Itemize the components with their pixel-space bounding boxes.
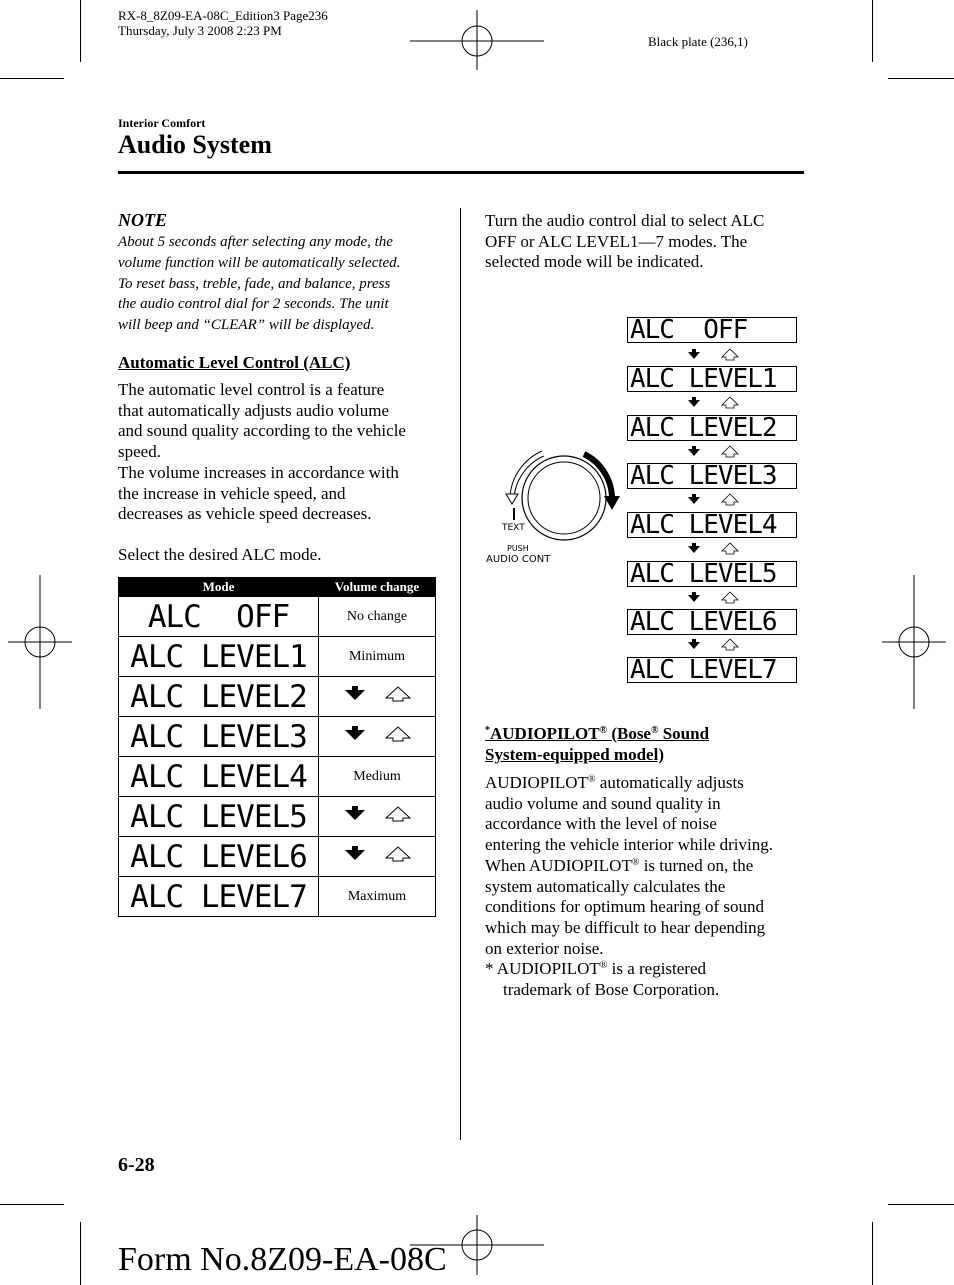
registered-mark: ® — [650, 725, 659, 736]
alc-line: that automatically adjusts audio volume — [118, 400, 389, 420]
dial-audio-cont-label: AUDIO CONT — [486, 554, 551, 565]
table-row — [119, 877, 436, 917]
crop-mark — [80, 1222, 81, 1285]
lcd-text: ALC LEVEL5 — [130, 798, 307, 835]
page-title: Audio System — [118, 130, 272, 159]
lcd-display: ALC LEVEL7 — [627, 657, 797, 683]
volume-cell — [319, 837, 436, 877]
page-number: 6-28 — [118, 1154, 155, 1176]
asterisk: * — [485, 725, 490, 736]
filled-down-arrow-icon — [343, 806, 367, 822]
ap-line — [485, 773, 815, 794]
volume-cell: No change — [319, 597, 436, 637]
intro-line: selected mode will be indicated. — [485, 252, 704, 272]
mode-cell — [119, 877, 319, 917]
lcd-display: ALC LEVEL2 — [627, 415, 797, 441]
lcd-text: ALC LEVEL7 — [130, 878, 307, 915]
filled-down-arrow-icon — [343, 726, 367, 742]
lcd-display: ALC LEVEL1 — [627, 366, 797, 392]
ap-text: is turned on, the — [639, 855, 754, 875]
crop-mark — [0, 1204, 64, 1205]
mode-cell — [119, 597, 319, 637]
lcd-text: ALC LEVEL1 — [130, 638, 307, 675]
title-rule — [118, 171, 804, 174]
lcd-text: ALC LEVEL4 — [130, 758, 307, 795]
table-row — [119, 597, 436, 637]
lcd-text: ALC LEVEL6 — [130, 838, 307, 875]
alc-heading: Automatic Level Control (ALC) — [118, 353, 351, 372]
alc-line: The automatic level control is a feature — [118, 380, 385, 399]
crop-mark — [0, 78, 64, 79]
alc-line: decreases as vehicle speed decreases. — [118, 504, 372, 524]
arrow-pair — [343, 686, 411, 702]
alc-line: and sound quality according to the vehicle — [118, 421, 406, 441]
ap-text: When AUDIOPILOT — [485, 855, 632, 875]
mode-cell — [119, 717, 319, 757]
lcd-display: ALC OFF — [627, 317, 797, 343]
audiopilot-heading — [485, 723, 805, 765]
table-row — [119, 637, 436, 677]
registered-mark: ® — [599, 725, 608, 736]
outline-up-arrow-icon — [385, 846, 411, 862]
crop-mark — [888, 1204, 954, 1205]
lcd-text: ALC LEVEL3 — [130, 718, 307, 755]
sequence-arrows-icon — [684, 348, 744, 362]
lcd-text: ALC LEVEL2 — [130, 678, 307, 715]
volume-cell — [319, 717, 436, 757]
note-line: volume function will be automatically selected. — [118, 254, 401, 271]
ap-text: automatically adjusts — [595, 773, 744, 792]
audio-control-dial-illustration — [484, 448, 624, 568]
ap-line — [485, 856, 815, 877]
mode-cell — [119, 837, 319, 877]
sequence-arrows-icon — [684, 591, 744, 605]
print-header-file: RX-8_8Z09-EA-08C_Edition3 Page236 — [118, 8, 328, 23]
table-row — [119, 717, 436, 757]
footnote-line: trademark of Bose Corporation. — [503, 980, 720, 1000]
note-line: To reset bass, treble, fade, and balance, press — [118, 275, 391, 292]
ap-line: conditions for optimum hearing of sound — [485, 897, 765, 917]
alc-line: The volume increases in accordance with — [118, 462, 399, 482]
filled-down-arrow-icon — [343, 686, 367, 702]
alc-line: speed. — [118, 442, 161, 462]
col-header-mode: Mode — [119, 578, 319, 597]
registered-mark: ® — [599, 960, 608, 972]
ap-line: on exterior noise. — [485, 938, 604, 958]
sequence-arrows-icon — [684, 445, 744, 459]
registered-mark: ® — [587, 774, 596, 785]
print-header-plate: Black plate (236,1) — [648, 34, 748, 49]
arrow-pair — [343, 806, 411, 822]
heading-part: AUDIOPILOT — [490, 724, 600, 743]
heading-part: System-equipped model) — [485, 745, 664, 764]
crop-mark — [888, 78, 954, 79]
col-header-volume: Volume change — [319, 578, 436, 597]
heading-part: (Bose — [607, 724, 651, 743]
crop-mark — [80, 0, 81, 62]
alc-mode-table — [118, 577, 436, 917]
arrow-pair — [343, 846, 411, 862]
heading-part: Sound — [658, 724, 710, 743]
table-row — [119, 797, 436, 837]
mode-cell — [119, 797, 319, 837]
sequence-arrows-icon — [684, 638, 744, 652]
print-header-date: Thursday, July 3 2008 2:23 PM — [118, 23, 282, 38]
column-divider — [460, 208, 461, 1140]
footnote-text: * AUDIOPILOT — [485, 959, 600, 979]
dial-intro — [485, 211, 805, 273]
intro-line: Turn the audio control dial to select ALC — [485, 211, 765, 230]
lcd-display: ALC LEVEL4 — [627, 512, 797, 538]
table-row — [119, 677, 436, 717]
volume-cell: Maximum — [319, 877, 436, 917]
note-body — [118, 232, 448, 336]
volume-cell — [319, 677, 436, 717]
crop-mark — [872, 1222, 873, 1285]
outline-up-arrow-icon — [385, 806, 411, 822]
sequence-arrows-icon — [684, 493, 744, 507]
audiopilot-body — [485, 773, 815, 1001]
ap-line: accordance with the level of noise — [485, 814, 717, 834]
lcd-display: ALC LEVEL5 — [627, 561, 797, 587]
ap-line: which may be difficult to hear depending — [485, 917, 766, 937]
note-line: the audio control dial for 2 seconds. The unit — [118, 296, 389, 313]
crop-mark — [872, 0, 873, 62]
lcd-text: ALC OFF — [147, 598, 290, 635]
registration-mark-right — [882, 575, 946, 709]
table-row — [119, 837, 436, 877]
ap-line: system automatically calculates the — [485, 876, 726, 896]
ap-text: AUDIOPILOT — [485, 773, 588, 792]
filled-down-arrow-icon — [343, 846, 367, 862]
intro-line: OFF or ALC LEVEL1―7 modes. The — [485, 231, 748, 251]
registration-mark-top — [410, 10, 544, 70]
volume-cell: Minimum — [319, 637, 436, 677]
outline-up-arrow-icon — [385, 726, 411, 742]
lcd-display: ALC LEVEL6 — [627, 609, 797, 635]
section-label: Interior Comfort — [118, 116, 206, 130]
table-row — [119, 757, 436, 797]
footnote-text: is a registered — [607, 959, 707, 979]
ap-line: audio volume and sound quality in — [485, 793, 721, 813]
note-line: About 5 seconds after selecting any mode, the — [118, 234, 393, 250]
ap-line: entering the vehicle interior while driving. — [485, 835, 773, 855]
sequence-arrows-icon — [684, 542, 744, 556]
volume-cell — [319, 797, 436, 837]
mode-cell — [119, 757, 319, 797]
alc-line: the increase in vehicle speed, and — [118, 483, 346, 503]
mode-cell — [119, 637, 319, 677]
volume-cell: Medium — [319, 757, 436, 797]
dial-push-label: PUSH — [507, 544, 529, 553]
alc-select-text: Select the desired ALC mode. — [118, 545, 322, 564]
outline-up-arrow-icon — [385, 686, 411, 702]
alc-description — [118, 380, 448, 525]
sequence-arrows-icon — [684, 396, 744, 410]
registered-mark: ® — [631, 856, 640, 868]
lcd-display: ALC LEVEL3 — [627, 463, 797, 489]
footnote — [485, 959, 815, 980]
arrow-pair — [343, 726, 411, 742]
note-line: will beep and “CLEAR” will be displayed. — [118, 317, 375, 334]
mode-cell — [119, 677, 319, 717]
dial-text-label: TEXT — [502, 523, 525, 533]
registration-mark-left — [8, 575, 72, 709]
form-number: Form No.8Z09-EA-08C — [118, 1241, 447, 1278]
note-heading: NOTE — [118, 210, 167, 230]
